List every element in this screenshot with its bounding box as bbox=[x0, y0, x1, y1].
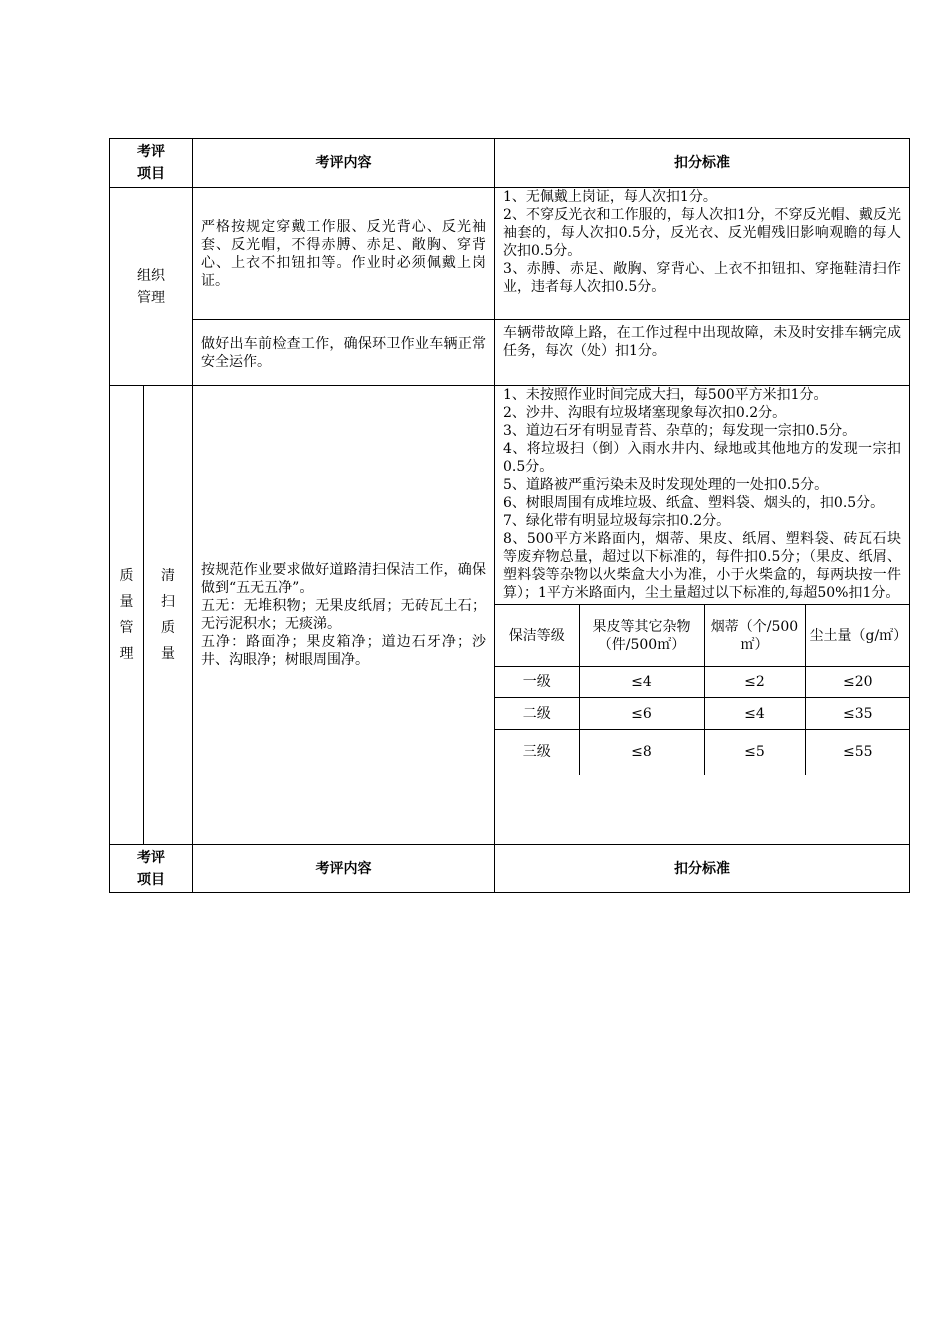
grade-cell: ≤35 bbox=[805, 698, 910, 730]
header-item-line2: 项目 bbox=[137, 166, 165, 182]
grade-cell: ≤4 bbox=[704, 698, 805, 730]
label-char: 管 bbox=[119, 620, 134, 636]
content-line: 按规范作业要求做好道路清扫保洁工作，确保做到“五无五净”。 bbox=[201, 562, 486, 596]
grade-table bbox=[495, 604, 910, 775]
grade-header-cell: 尘土量（g/㎡） bbox=[805, 605, 910, 667]
quality-standards-cell bbox=[495, 386, 910, 845]
org-row1-standards bbox=[495, 188, 910, 320]
label-char: 量 bbox=[161, 646, 175, 662]
footer-standard-cell: 扣分标准 bbox=[495, 845, 910, 893]
standard-item: 2、不穿反光衣和工作服的，每人次扣1分，不穿反光帽、戴反光袖套的，每人次扣0.5分，反光衣、反光帽残旧影响观瞻的每人次扣0.5分。 bbox=[503, 207, 901, 259]
quality-content bbox=[193, 386, 495, 845]
footer-item-cell bbox=[110, 845, 193, 893]
standard-item: 6、树眼周围有成堆垃圾、纸盒、塑料袋、烟头的，扣0.5分。 bbox=[503, 495, 885, 511]
grade-header-cell: 烟蒂（个/500㎡） bbox=[704, 605, 805, 667]
header-standard-cell: 扣分标准 bbox=[495, 139, 910, 188]
org-row-1 bbox=[110, 188, 910, 320]
grade-cell: ≤5 bbox=[704, 730, 805, 775]
standard-item: 7、绿化带有明显垃圾每宗扣0.2分。 bbox=[503, 513, 731, 529]
quality-outer-label bbox=[110, 386, 144, 845]
grade-cell: ≤20 bbox=[805, 667, 910, 698]
header-row bbox=[110, 139, 910, 188]
content-line: 五净：路面净；果皮箱净；道边石牙净；沙井、沟眼净；树眼周围净。 bbox=[201, 634, 486, 668]
org-row1-content: 严格按规定穿戴工作服、反光背心、反光袖套、反光帽，不得赤膊、赤足、敞胸、穿背心、上衣不扣钮扣等。作业时必须佩戴上岗证。 bbox=[193, 188, 495, 320]
grade-header-cell: 保洁等级 bbox=[495, 605, 579, 667]
label-char: 量 bbox=[119, 594, 134, 610]
label-char: 质 bbox=[119, 568, 134, 584]
grade-row bbox=[495, 730, 910, 775]
grade-cell: ≤4 bbox=[579, 667, 704, 698]
standard-item: 2、沙井、沟眼有垃圾堵塞现象每次扣0.2分。 bbox=[503, 405, 787, 421]
footer-header-row bbox=[110, 845, 910, 893]
standard-item: 5、道路被严重污染未及时发现处理的一处扣0.5分。 bbox=[503, 477, 829, 493]
standard-item: 3、道边石牙有明显青苔、杂草的；每发现一宗扣0.5分。 bbox=[503, 423, 857, 439]
header-item-cell bbox=[110, 139, 193, 188]
grade-cell: 一级 bbox=[495, 667, 579, 698]
standard-item: 1、未按照作业时间完成大扫，每500平方米扣1分。 bbox=[503, 387, 828, 403]
footer-content-cell: 考评内容 bbox=[193, 845, 495, 893]
org-label-line1: 组织 bbox=[137, 267, 165, 284]
content-line: 五无：无堆积物；无果皮纸屑；无砖瓦土石；无污泥积水；无痰涕。 bbox=[201, 598, 486, 632]
quality-standards bbox=[495, 386, 909, 602]
org-row2-content: 做好出车前检查工作，确保环卫作业车辆正常安全运作。 bbox=[193, 320, 495, 386]
label-char: 扫 bbox=[161, 594, 175, 610]
footer-item-line1: 考评 bbox=[137, 849, 165, 866]
grade-cell: 三级 bbox=[495, 730, 579, 775]
standard-item: 1、无佩戴上岗证，每人次扣1分。 bbox=[503, 189, 717, 205]
org-row2-standard: 车辆带故障上路，在工作过程中出现故障，未及时安排车辆完成任务，每次（处）扣1分。 bbox=[495, 320, 910, 386]
quality-row bbox=[110, 386, 910, 845]
org-label-line2: 管理 bbox=[137, 289, 165, 306]
standard-item: 3、赤膊、赤足、敞胸、穿背心、上衣不扣钮扣、穿拖鞋清扫作业，违者每人次扣0.5分。 bbox=[503, 261, 901, 295]
grade-cell: ≤8 bbox=[579, 730, 704, 775]
label-char: 理 bbox=[119, 646, 134, 662]
grade-cell: ≤2 bbox=[704, 667, 805, 698]
grade-header-cell: 果皮等其它杂物（件/500㎡） bbox=[579, 605, 704, 667]
assessment-table bbox=[109, 138, 910, 893]
grade-header-row bbox=[495, 605, 910, 667]
grade-row bbox=[495, 667, 910, 698]
quality-inner-label bbox=[144, 386, 193, 845]
standard-item: 8、500平方米路面内，烟蒂、果皮、纸屑、塑料袋、砖瓦石块等废弃物总量，超过以下标准的，每件扣0.5分；（果皮、纸屑、塑料袋等杂物以火柴盒大小为准，小于火柴盒的，每两块按一件算）；1平方米路面内，尘土量超过以下标准的,每超50%扣1分。 bbox=[503, 531, 901, 601]
grade-cell: 二级 bbox=[495, 698, 579, 730]
header-content-cell: 考评内容 bbox=[193, 139, 495, 188]
standard-item: 4、将垃圾扫（倒）入雨水井内、绿地或其他地方的发现一宗扣0.5分。 bbox=[503, 441, 901, 475]
label-char: 质 bbox=[161, 620, 175, 636]
grade-cell: ≤6 bbox=[579, 698, 704, 730]
grade-row bbox=[495, 698, 910, 730]
grade-cell: ≤55 bbox=[805, 730, 910, 775]
label-char: 清 bbox=[161, 568, 175, 584]
org-label-cell bbox=[110, 188, 193, 386]
footer-item-line2: 项目 bbox=[137, 871, 165, 888]
org-row-2 bbox=[110, 320, 910, 386]
header-item-line1: 考评 bbox=[137, 144, 165, 160]
